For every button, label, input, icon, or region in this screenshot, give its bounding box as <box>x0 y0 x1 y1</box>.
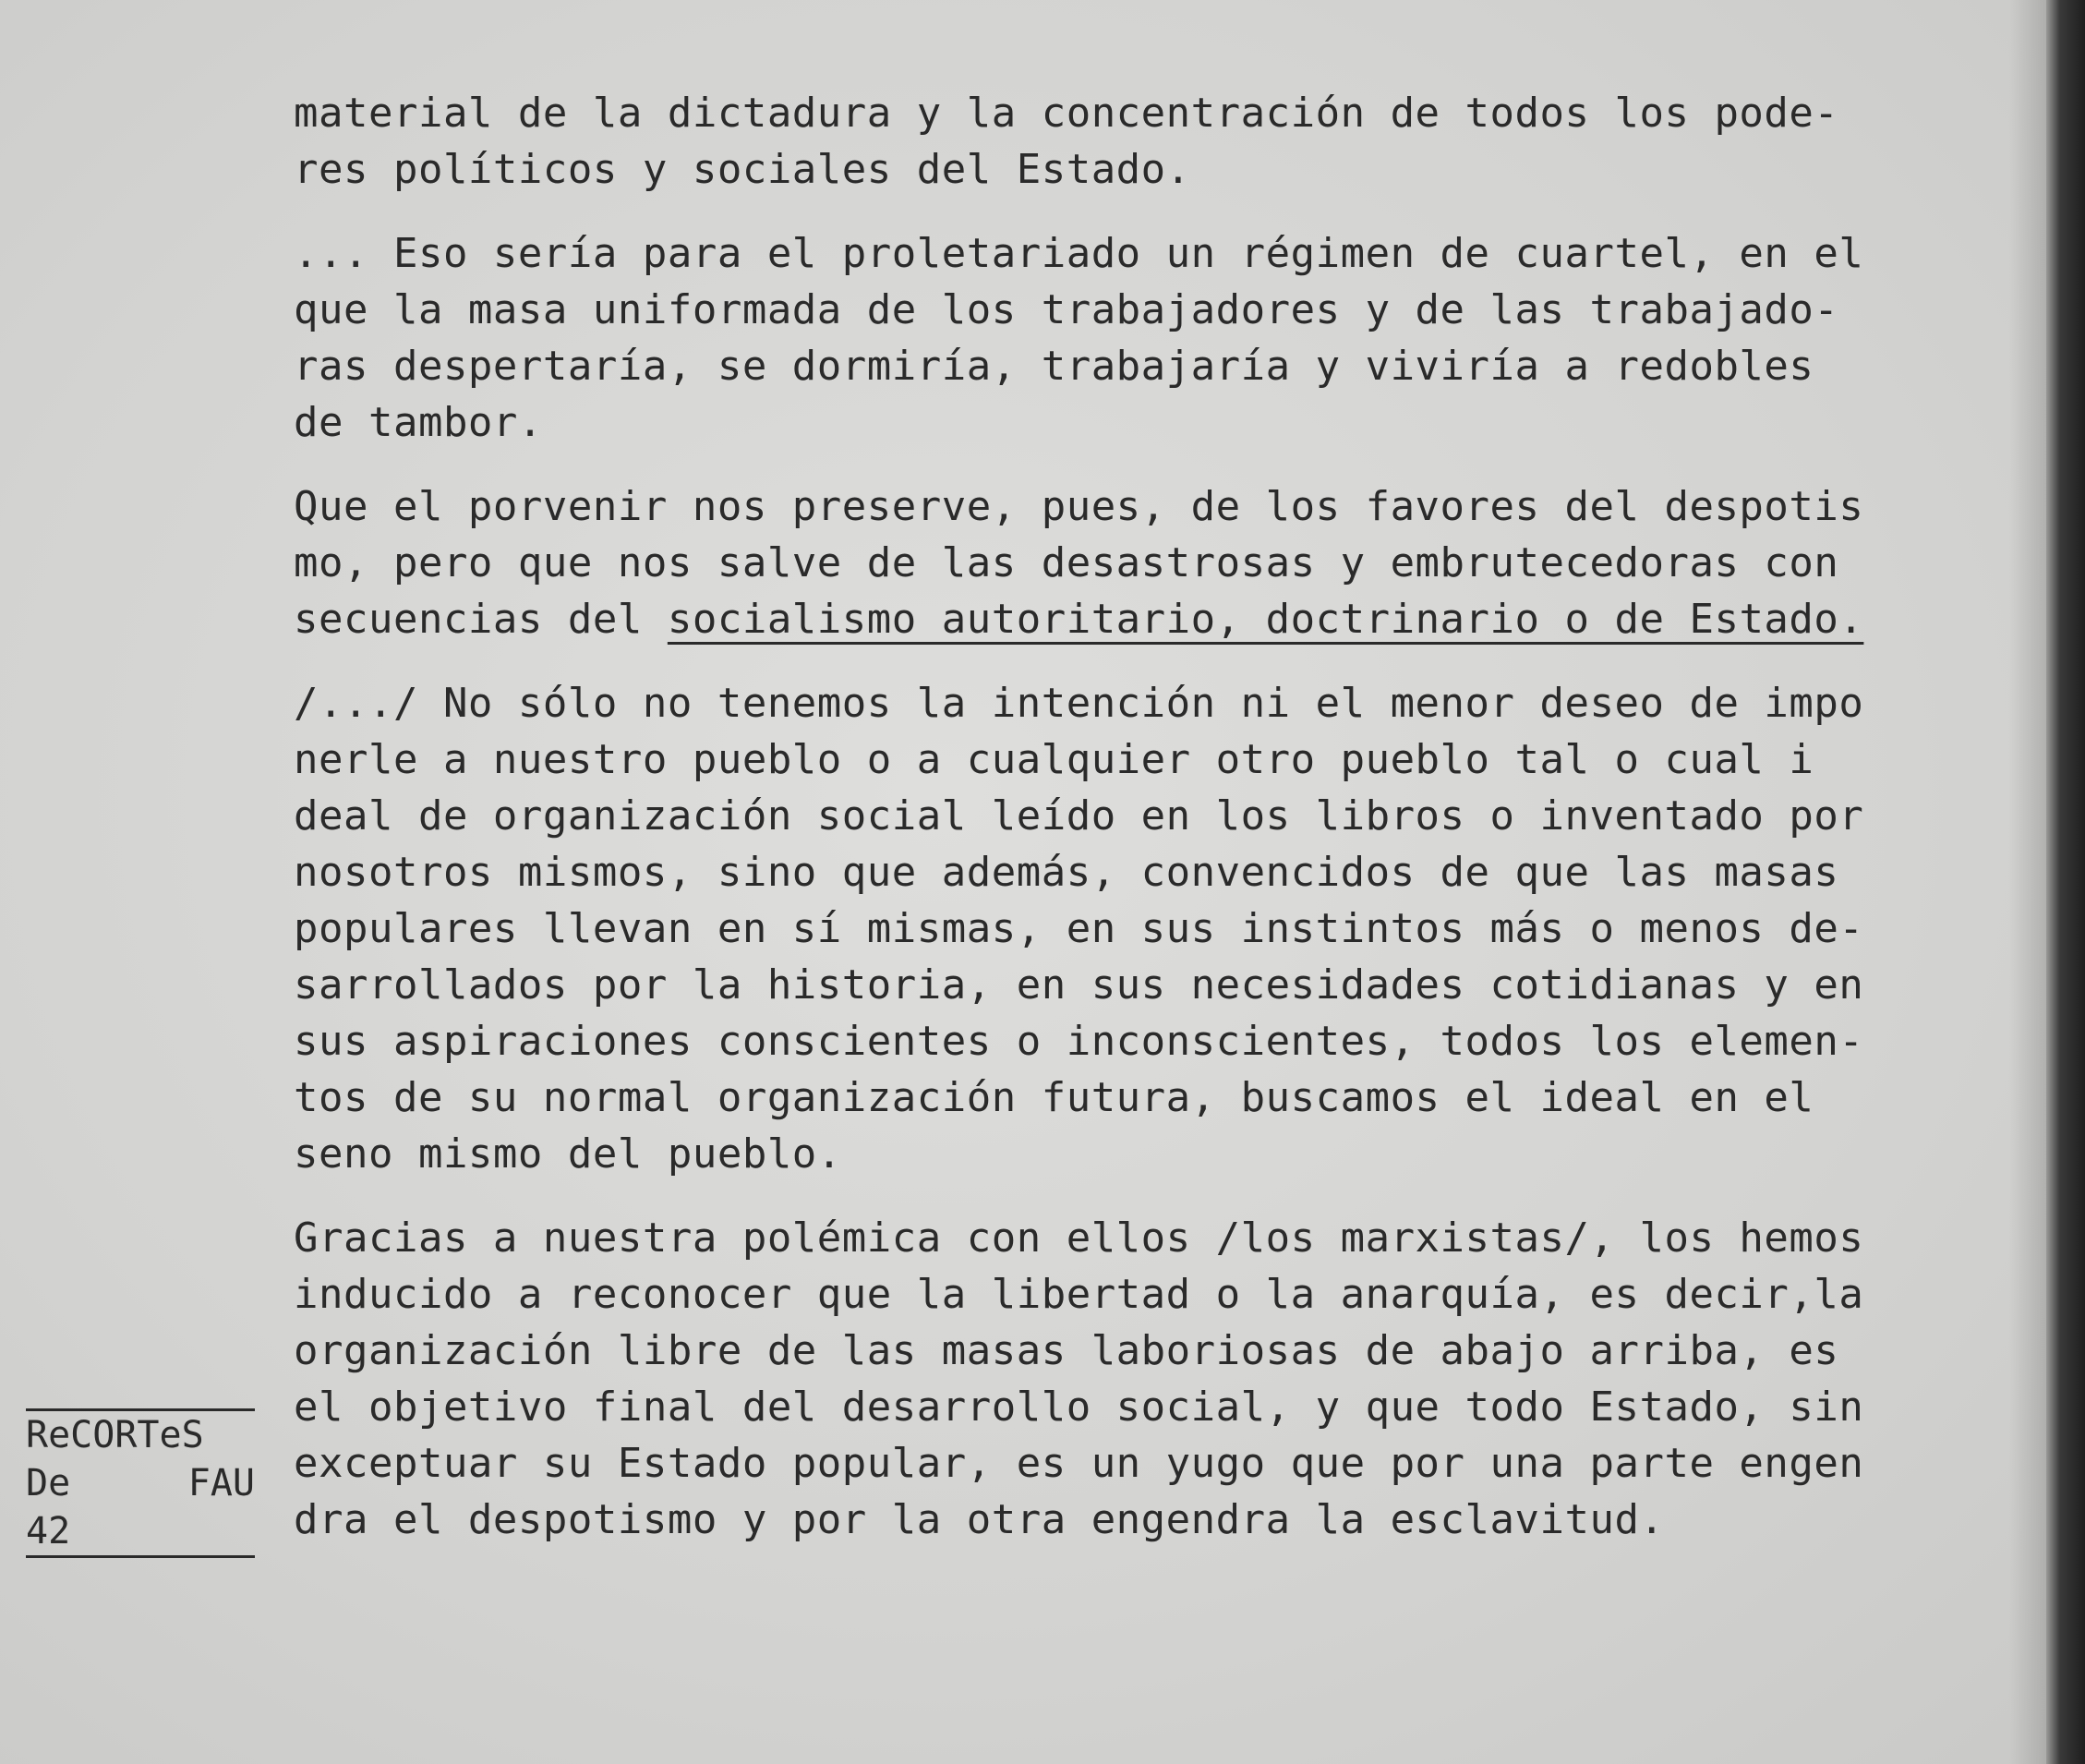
text-line: Gracias a nuestra polémica con ellos /los marxistas/, los hemos <box>294 1214 1864 1262</box>
publication-fau: FAU <box>187 1462 255 1504</box>
text-line: organización libre de las masas laboriosas de abajo arriba, es <box>294 1327 1839 1374</box>
text-line: Que el porvenir nos preserve, pues, de los favores del despotis <box>294 483 1864 530</box>
paragraph-4 <box>294 675 2039 1182</box>
text-line: populares llevan en sí mismas, en sus instintos más o menos de- <box>294 905 1864 952</box>
text-line: /.../ No sólo no tenemos la intención ni el menor deseo de impo <box>294 680 1864 727</box>
text-line: de tambor. <box>294 399 543 446</box>
text-line: deal de organización social leído en los libros o inventado por <box>294 792 1864 840</box>
text-line: nosotros mismos, sino que además, convencidos de que las masas <box>294 849 1839 896</box>
text-line: exceptuar su Estado popular, es un yugo que por una parte engen <box>294 1440 1864 1487</box>
text-line: sus aspiraciones conscientes o inconscientes, todos los elemen- <box>294 1018 1864 1065</box>
underlined-phrase: socialismo autoritario, doctrinario o de Estado. <box>667 596 1864 643</box>
text-line <box>294 591 2039 647</box>
paragraph-5 <box>294 1210 2039 1548</box>
paragraph-3 <box>294 478 2039 647</box>
text-line: nerle a nuestro pueblo o a cualquier otro pueblo tal o cual i <box>294 736 1814 783</box>
binding-gutter <box>2046 0 2085 1764</box>
publication-de: De <box>26 1462 71 1504</box>
text-line: dra el despotismo y por la otra engendra la esclavitud. <box>294 1496 1665 1543</box>
text-line: res políticos y sociales del Estado. <box>294 146 1191 193</box>
margin-note <box>26 1408 257 1558</box>
text-line: seno mismo del pueblo. <box>294 1130 842 1178</box>
text-line: el objetivo final del desarrollo social, y que todo Estado, sin <box>294 1383 1864 1431</box>
text-line: que la masa uniformada de los trabajadores y de las trabajado- <box>294 286 1839 333</box>
text-line-start: secuencias del <box>294 596 668 643</box>
paragraph-1 <box>294 85 2039 198</box>
publication-name: ReCORTeS <box>26 1414 204 1456</box>
body-text <box>294 85 2039 1576</box>
text-line: mo, pero que nos salve de las desastrosas y embrutecedoras con <box>294 539 1839 586</box>
text-line: material de la dictadura y la concentración de todos los pode- <box>294 90 1839 137</box>
text-line: ... Eso sería para el proletariado un régimen de cuartel, en el <box>294 230 1864 277</box>
text-line: ras despertaría, se dormiría, trabajaría y viviría a redobles <box>294 343 1814 390</box>
page-number: 42 <box>26 1510 71 1553</box>
text-line: sarrollados por la historia, en sus necesidades cotidianas y en <box>294 961 1864 1009</box>
text-line: inducido a reconocer que la libertad o la anarquía, es decir,la <box>294 1271 1864 1318</box>
text-line: tos de su normal organización futura, buscamos el ideal en el <box>294 1074 1814 1121</box>
paragraph-2 <box>294 225 2039 451</box>
publication-row <box>26 1459 255 1507</box>
margin-rule-bottom <box>26 1555 255 1558</box>
